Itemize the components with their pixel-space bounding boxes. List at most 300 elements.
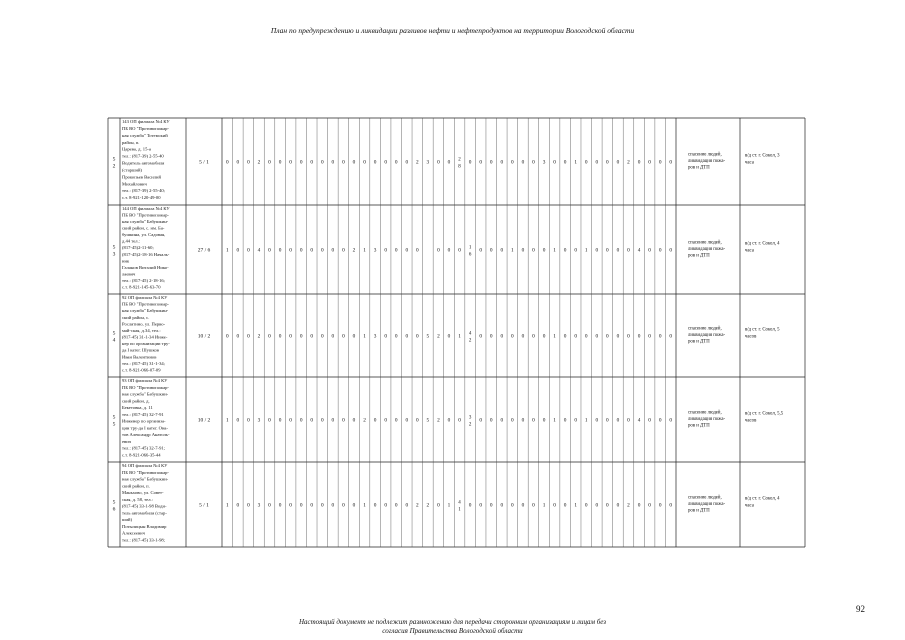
resource-value: 0 [489, 159, 493, 166]
unit-description-line: тел.: (817-45) 31-1-34; [122, 360, 165, 366]
unit-description-line: евич [122, 438, 131, 444]
unit-description-line: тел.: (817-45) 33-1-98; [122, 537, 165, 543]
unit-description-line: (817-45) 33-1-98 Води- [122, 503, 167, 509]
unit-description-line: ная служба" Бабушкин- [122, 219, 169, 225]
resource-value: 0 [236, 247, 240, 254]
resource-value: 1 [542, 502, 546, 509]
location-line: в/д ст. г. Сокол, 3 [745, 153, 780, 159]
unit-description-line: бушкина, ул. Садовая, [122, 232, 166, 238]
resource-value: 0 [447, 333, 451, 340]
resource-value: 1 [225, 247, 229, 254]
resource-value: 0 [405, 333, 409, 340]
unit-description-line: тов Александр Анатоль- [122, 432, 170, 437]
unit-description-line: Рослятино, ул. Перво- [122, 321, 166, 327]
resource-value: 2 [437, 417, 440, 424]
resource-value: 0 [236, 502, 240, 509]
resource-value: 0 [606, 502, 609, 509]
row-number: 6 [112, 506, 116, 513]
resource-value: 0 [458, 417, 461, 424]
resource-value: 0 [447, 417, 451, 424]
resource-value: 0 [669, 333, 673, 340]
unit-description-line: ский район, с. им. Ба- [122, 225, 165, 231]
resource-value: 0 [278, 159, 282, 166]
resource-value: 0 [627, 333, 630, 340]
row-number: 5 [112, 414, 116, 421]
location-line: в/д ст. г. Сокол, 4 [745, 496, 780, 502]
resource-value: 0 [542, 247, 546, 254]
resource-value: 0 [553, 159, 556, 166]
location-line: в/д ст. г. Сокол, 4 [745, 241, 780, 247]
resource-value: 2 [437, 333, 440, 340]
unit-description-line: 143 ОП филиала №4 КУ [122, 119, 170, 124]
task-line: спасение людей, [688, 410, 722, 416]
resource-value: 0 [247, 159, 250, 166]
resource-value: 0 [310, 247, 314, 254]
resource-value: 0 [268, 247, 271, 254]
personnel-count: 5 / 1 [199, 502, 209, 509]
resource-value: 1 [553, 333, 556, 340]
resource-value: 0 [331, 417, 335, 424]
unit-description-line: ПБ ВО "Противопожар- [122, 125, 169, 131]
resource-value: 0 [521, 502, 525, 509]
task-line: ров и ДТП [688, 253, 710, 259]
unit-description-line: Иван Валентинов [122, 354, 157, 360]
resource-value: 0 [278, 247, 282, 254]
row-number: 5 [112, 156, 116, 163]
resource-value: 0 [669, 159, 673, 166]
resource-value: 0 [606, 247, 609, 254]
resource-value: 0 [394, 417, 398, 424]
resource-value: 1 [574, 502, 578, 509]
unit-description-line: (817-45)2-18-16 Началь- [122, 251, 170, 257]
location-line: в/д ст. г. Сокол, 5 [745, 327, 780, 333]
resource-value: 0 [299, 417, 303, 424]
resource-value: 4 [637, 247, 641, 254]
resource-value: 0 [384, 417, 387, 424]
resource-value: 8 [458, 164, 461, 170]
resource-value: 0 [310, 417, 314, 424]
unit-description-line: 94 ОП филиала №4 КУ [122, 463, 168, 468]
resource-value: 0 [405, 247, 409, 254]
resource-value: 0 [384, 502, 387, 509]
resource-value: 0 [648, 333, 651, 340]
resource-value: 0 [658, 247, 662, 254]
resource-value: 0 [658, 502, 662, 509]
resource-value: 0 [447, 247, 451, 254]
task-line: ров и ДТП [688, 423, 710, 429]
resource-value: 0 [299, 333, 303, 340]
unit-description-line: ПБ ВО "Противопожар- [122, 212, 169, 218]
resource-value: 0 [595, 417, 599, 424]
resource-value: 2 [415, 159, 419, 166]
resource-value: 0 [352, 502, 356, 509]
resource-value: 0 [405, 159, 409, 166]
resource-value: 0 [278, 417, 282, 424]
resource-value: 0 [247, 502, 250, 509]
resource-value: 0 [342, 159, 345, 166]
resource-value: 0 [511, 502, 514, 509]
resource-value: 0 [289, 333, 292, 340]
location-line: часа [745, 248, 754, 254]
resource-value: 0 [320, 333, 324, 340]
location-line: в/д ст. г. Сокол, 5,5 [745, 411, 784, 417]
resource-value: 0 [384, 159, 387, 166]
row-number: 5 [112, 421, 116, 428]
resource-value: 0 [299, 159, 303, 166]
row-number: 3 [112, 251, 116, 258]
resource-value: 0 [268, 159, 271, 166]
resource-value: 0 [394, 333, 398, 340]
page-number: 92 [856, 604, 865, 614]
task-line: ров и ДТП [688, 339, 710, 345]
resource-value: 1 [553, 247, 556, 254]
resource-value: 0 [584, 502, 588, 509]
resource-value: 0 [648, 159, 651, 166]
task-line: ров и ДТП [688, 165, 710, 171]
row-number: 5 [112, 499, 116, 506]
unit-description-line: с.т. 8-921-120-49-00 [122, 195, 161, 201]
resource-value: 2 [627, 159, 630, 166]
resource-value: 0 [310, 333, 314, 340]
resource-value: 4 [468, 331, 472, 337]
unit-description-line: тел.: (817-45) 32-7-91; [122, 445, 165, 451]
resource-value: 0 [500, 417, 504, 424]
unit-description-line: с.т. 8-921-066-07-09 [122, 367, 161, 373]
resource-value: 2 [426, 502, 430, 509]
resource-value: 0 [384, 247, 387, 254]
unit-description-line: Потылицын Владимир [122, 523, 167, 529]
personnel-count: 5 / 1 [199, 159, 209, 166]
unit-description-line: тел.: (817-39) 2-55-40 [122, 153, 164, 159]
resource-value: 0 [627, 417, 630, 424]
task-line: спасение людей, [688, 326, 722, 332]
unit-description-line: ший) [122, 517, 132, 522]
resource-value: 0 [532, 502, 535, 509]
unit-description-line: Бекетовка, д. 11 [122, 405, 153, 410]
unit-description-line: ский район, с. [122, 314, 150, 320]
location-line: часов [745, 334, 757, 340]
unit-description-line: 93 ОП филиала №4 КУ [122, 378, 168, 383]
unit-description-line: Маньхово, ул. Совет- [122, 490, 164, 495]
resource-value: 0 [669, 502, 673, 509]
resource-value: 2 [415, 502, 419, 509]
resource-value: 0 [500, 247, 504, 254]
resource-value: 0 [363, 159, 366, 166]
unit-description-line: ная служба" Бабушкин- [122, 308, 169, 314]
unit-description-line: ная служба" Тотемский [122, 132, 168, 138]
resource-value: 0 [394, 502, 398, 509]
unit-description-line: ции тру-да I катег. Она- [122, 425, 168, 431]
resource-value: 4 [637, 417, 641, 424]
resource-value: 0 [532, 417, 535, 424]
resource-value: 0 [500, 333, 504, 340]
resource-value: 0 [405, 502, 409, 509]
resource-value: 0 [574, 417, 578, 424]
resource-value: 3 [257, 502, 261, 509]
resource-value: 0 [658, 159, 662, 166]
resource-value: 0 [352, 333, 356, 340]
resource-value: 0 [669, 247, 673, 254]
unit-description-line: май-ская, д.34, тел.: [122, 327, 161, 333]
resource-value: 0 [352, 417, 356, 424]
unit-description-line: Михайлович [122, 181, 147, 187]
resource-value: 2 [257, 159, 261, 166]
unit-description-line: Прокопьев Василий [122, 174, 161, 180]
resource-value: 2 [363, 417, 366, 424]
resource-value: 0 [553, 502, 556, 509]
resource-value: 0 [331, 502, 335, 509]
unit-description-line: Инженер по организа- [122, 418, 166, 424]
resource-value: 0 [405, 417, 409, 424]
unit-description-line: с.т. 8-921-145-63-70 [122, 284, 161, 290]
unit-description-line: 92 ОП филиала №4 КУ [122, 295, 168, 300]
resource-value: 2 [627, 502, 630, 509]
resource-value: 0 [342, 333, 345, 340]
resource-value: 0 [595, 159, 599, 166]
page-header: План по предупреждению и ликвидации разливов нефти и нефтепродуктов на территории Вологодской области [270, 26, 635, 35]
resource-value: 3 [257, 417, 261, 424]
resource-value: 0 [511, 333, 514, 340]
resource-value: 0 [299, 502, 303, 509]
footer-line-2: согласия Правительства Вологодской области [382, 627, 523, 635]
row-number: 5 [112, 330, 116, 337]
resource-value: 0 [479, 333, 483, 340]
unit-description-line: нер по организации тру- [122, 341, 170, 347]
unit-description-line: (817-45) 31-1-34 Инже- [122, 334, 168, 340]
resource-value: 0 [458, 247, 461, 254]
resource-value: 0 [373, 502, 377, 509]
resource-value: 1 [511, 247, 514, 254]
location-line: часа [745, 503, 754, 509]
resource-value: 0 [320, 159, 324, 166]
unit-description-line: 144 ОП филиала №4 КУ [122, 206, 170, 211]
unit-description-line: район, п. [122, 139, 140, 145]
resource-value: 0 [437, 502, 440, 509]
resource-value: 2 [468, 422, 472, 428]
resource-value: 0 [658, 417, 662, 424]
resource-value: 0 [637, 333, 641, 340]
unit-description-line: д.44 тел.: [122, 238, 140, 244]
unit-description-line: с.т. 8-921-066-35-44 [122, 452, 161, 458]
resource-value: 0 [352, 159, 356, 166]
resource-value: 0 [437, 247, 440, 254]
resource-value: 0 [437, 159, 440, 166]
resource-value: 0 [320, 247, 324, 254]
unit-description-line: ная служба" Бабушкин- [122, 391, 169, 397]
resource-value: 0 [331, 247, 335, 254]
unit-description-line: ная служба" Бабушкин- [122, 476, 169, 482]
resource-value: 1 [363, 502, 366, 509]
resource-value: 3 [373, 247, 377, 254]
resource-value: 4 [257, 247, 261, 254]
resource-value: 0 [447, 159, 451, 166]
resource-value: 0 [532, 159, 535, 166]
resource-value: 0 [268, 417, 271, 424]
resource-value: 0 [648, 247, 651, 254]
resource-value: 0 [595, 502, 599, 509]
resource-value: 0 [320, 502, 324, 509]
resource-value: 2 [458, 157, 461, 163]
resource-value: 3 [542, 159, 546, 166]
resource-value: 0 [479, 502, 483, 509]
resource-value: 0 [627, 247, 630, 254]
location-line: часов [745, 418, 757, 424]
resource-value: 0 [563, 159, 567, 166]
resource-value: 1 [458, 333, 461, 340]
unit-description-line: ник [122, 258, 130, 264]
resource-value: 0 [225, 159, 229, 166]
resource-value: 0 [584, 333, 588, 340]
resource-value: 0 [299, 247, 303, 254]
resource-value: 0 [500, 502, 504, 509]
unit-description-line: да I катег. Шушков [122, 347, 159, 353]
resource-value: 1 [363, 247, 366, 254]
task-line: ликвидация пожа- [688, 159, 726, 164]
resource-value: 1 [574, 159, 578, 166]
resource-value: 0 [394, 247, 398, 254]
resource-value: 1 [584, 247, 588, 254]
resource-value: 0 [236, 417, 240, 424]
resource-value: 0 [278, 333, 282, 340]
resource-value: 0 [289, 417, 292, 424]
resource-value: 0 [320, 417, 324, 424]
personnel-count: 10 / 2 [197, 417, 211, 424]
resource-value: 0 [532, 333, 535, 340]
resource-value: 0 [511, 159, 514, 166]
unit-description-line: Алексеевич [122, 530, 145, 536]
resource-value: 0 [521, 333, 525, 340]
unit-description-line: ПБ ВО "Противопожар- [122, 469, 169, 475]
task-line: ров и ДТП [688, 508, 710, 514]
task-line: спасение людей, [688, 240, 722, 246]
resource-value: 0 [468, 502, 472, 509]
unit-description-line: ский район, п. [122, 483, 150, 489]
resource-value: 0 [331, 159, 335, 166]
resource-value: 0 [236, 333, 240, 340]
task-line: спасение людей, [688, 152, 722, 158]
resource-value: 6 [468, 252, 472, 258]
resource-value: 0 [268, 502, 271, 509]
resource-value: 0 [247, 333, 250, 340]
resource-value: 0 [415, 333, 419, 340]
unit-description-line: ПБ ВО "Противопожар- [122, 384, 169, 390]
unit-description-line: Водитель автомобиля [122, 160, 165, 166]
resource-value: 0 [236, 159, 240, 166]
resource-value: 3 [373, 333, 377, 340]
resource-value: 0 [606, 333, 609, 340]
resource-value: 0 [606, 417, 609, 424]
resource-value: 0 [532, 247, 535, 254]
task-line: ликвидация пожа- [688, 502, 726, 507]
resource-value: 1 [225, 417, 229, 424]
resource-value: 1 [458, 507, 461, 513]
resource-value: 3 [426, 159, 430, 166]
resource-value: 0 [331, 333, 335, 340]
resource-value: 0 [606, 159, 609, 166]
unit-description-line: ская, д. 58, тел.: [122, 496, 153, 502]
resource-value: 0 [616, 247, 620, 254]
resource-value: 0 [563, 502, 567, 509]
resource-value: 0 [225, 333, 229, 340]
unit-description-line: ский район, д. [122, 398, 150, 404]
task-line: ликвидация пожа- [688, 247, 726, 252]
unit-description-line: тел.: (817-45) 2-18-16; [122, 277, 165, 283]
resource-value: 0 [542, 417, 546, 424]
resource-value: 0 [310, 502, 314, 509]
row-number: 5 [112, 244, 116, 251]
resource-value: 1 [468, 245, 472, 251]
resource-value: 5 [426, 333, 430, 340]
unit-description-line: Галанов Виталий Нико- [122, 264, 169, 270]
resource-value: 0 [415, 247, 419, 254]
resource-value: 0 [373, 159, 377, 166]
resource-value: 0 [268, 333, 271, 340]
resource-value: 0 [616, 159, 620, 166]
resource-value: 0 [616, 333, 620, 340]
resource-value: 0 [637, 502, 641, 509]
resource-value: 0 [563, 417, 567, 424]
resource-value: 1 [363, 333, 366, 340]
resource-value: 0 [574, 333, 578, 340]
resource-value: 0 [278, 502, 282, 509]
resource-value: 1 [584, 417, 588, 424]
resource-value: 0 [511, 417, 514, 424]
resource-value: 1 [225, 502, 229, 509]
resource-value: 0 [574, 247, 578, 254]
resource-value: 0 [669, 417, 673, 424]
task-line: ликвидация пожа- [688, 333, 726, 338]
resource-value: 0 [563, 247, 567, 254]
page-footer [0, 618, 905, 636]
resource-value: 0 [310, 159, 314, 166]
resource-value: 0 [489, 247, 493, 254]
unit-description-line: тел.: (817-39) 2-55-40; [122, 188, 165, 194]
resource-value: 0 [521, 159, 525, 166]
row-number: 2 [112, 163, 116, 170]
resource-value: 0 [637, 159, 641, 166]
unit-description-line: тел.: (817-45) 32-7-91 [122, 411, 164, 417]
resource-value: 0 [521, 417, 525, 424]
resource-value: 0 [563, 333, 567, 340]
resource-value: 0 [394, 159, 398, 166]
resource-value: 0 [247, 417, 250, 424]
resource-value: 0 [489, 417, 493, 424]
resource-value: 0 [479, 247, 483, 254]
resource-value: 2 [257, 333, 261, 340]
unit-description-line: лаевич [122, 271, 136, 277]
resource-value: 0 [289, 247, 292, 254]
unit-description-line: тель автомобиля (стар- [122, 510, 167, 516]
resource-value: 0 [648, 502, 651, 509]
resource-value: 0 [289, 502, 292, 509]
resource-value: 0 [521, 247, 525, 254]
task-line: спасение людей, [688, 495, 722, 501]
resource-value: 0 [479, 159, 483, 166]
resource-value: 1 [447, 502, 451, 509]
resource-value: 3 [468, 415, 472, 421]
resource-value: 0 [289, 159, 292, 166]
task-line: ликвидация пожа- [688, 417, 726, 422]
unit-description-line: (старший) [122, 167, 142, 173]
resource-value: 0 [648, 417, 651, 424]
resource-value: 0 [584, 159, 588, 166]
resource-value: 0 [542, 333, 546, 340]
resource-value: 0 [595, 333, 599, 340]
resource-value: 0 [247, 247, 250, 254]
resource-value: 2 [468, 338, 472, 344]
resource-value: 0 [342, 502, 345, 509]
unit-description-line: (817-45)2-11-60; [122, 245, 154, 251]
